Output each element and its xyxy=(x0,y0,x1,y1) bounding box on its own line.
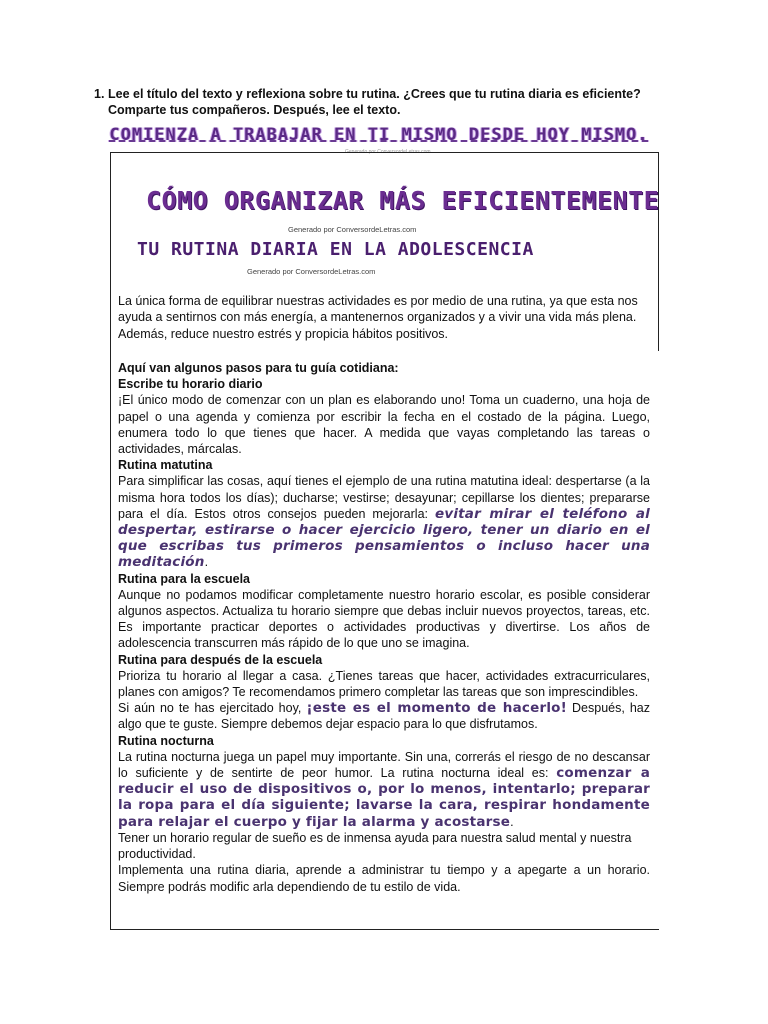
despues-text-end: Después, haz algo que te guste. Siempre debemos dejar espacio para lo que disfrutamos. xyxy=(118,701,650,732)
nocturna-end: . xyxy=(510,814,514,829)
nocturna-emphasis: comenzar a reducir el uso de dispositivos o, por lo menos, intentarlo; preparar la ropa para el día siguiente; lavarse la cara, respirar hondamente para relajar el cuerpo y fijar la alarma y acostarse xyxy=(118,765,651,830)
section-text-horario: ¡El único modo de comenzar con un plan es elaborando uno! Toma un cuaderno, una hoja de papel o una agenda y comienza por escribir la fecha en el costado de la página. Luego, enumera todo lo que tienes que hacer. A medida que vayas completando las tareas o actividades, márcalas. xyxy=(118,393,650,457)
matutina-end: . xyxy=(204,555,209,570)
despues-emphasis: ¡este es el momento de hacerlo! xyxy=(306,700,568,717)
section-text-despues-2 xyxy=(118,700,650,732)
section-text-matutina xyxy=(118,473,650,570)
frame-right-border xyxy=(658,153,659,351)
despues-text-start: Si aún no te has ejercitado hoy, xyxy=(118,701,307,716)
section-heading-horario: Escribe tu horario diario xyxy=(118,377,263,392)
article-body xyxy=(118,360,650,895)
nocturna-text: La rutina nocturna juega un papel muy importante. Sin una, correrás el riesgo de no descansar lo suficiente y de sentirte de peor humor. La rutina nocturna ideal es: xyxy=(118,749,650,781)
article-title-credit: Generado por ConversordeLetras.com xyxy=(288,225,417,234)
steps-heading: Aquí van algunos pasos para tu guía cotidiana: xyxy=(118,361,399,375)
section-heading-escuela: Rutina para la escuela xyxy=(118,571,251,586)
matutina-text: Para simplificar las cosas, aquí tienes el ejemplo de una rutina matutina ideal: despertarse (a la misma hora todos los días); ducharse; vestirse; desayunar; cepillarse los dientes; prepararse para el día. Estos otros consejos pueden mejorarla: xyxy=(118,474,650,521)
instruction-text: Lee el título del texto y reflexiona sobre tu rutina. ¿Crees que tu rutina diaria es eficiente? Comparte tus compañeros. Después, lee el texto. xyxy=(108,87,641,117)
article-title: CÓMO ORGANIZAR MÁS EFICIENTEMENTE xyxy=(146,186,660,215)
section-heading-matutina: Rutina matutina xyxy=(118,458,213,473)
intro-paragraph: La única forma de equilibrar nuestras actividades es por medio de una rutina, ya que esta nos ayuda a sentirnos con más energía, a mantenernos organizados y a vivir una vida más plena. Además, reduce nuestro estrés y propicia hábitos positivos. xyxy=(118,294,638,341)
section-text-nocturna-2: Tener un horario regular de sueño es de inmensa ayuda para nuestra salud mental y nuestra productividad. xyxy=(118,830,632,862)
section-heading-despues: Rutina para después de la escuela xyxy=(118,652,323,667)
matutina-emphasis: evitar mirar el teléfono al despertar, estirarse o hacer ejercicio ligero, tener un diario en el que escribas tus primeros pensamientos o incluso hacer una meditación xyxy=(118,505,650,571)
instruction-number: 1. xyxy=(94,87,105,101)
section-text-escuela: Aunque no podamos modificar completamente nuestro horario escolar, es posible considerar algunos aspectos. Actualiza tu horario siempre que debas incluir nuevos proyectos, tareas, etc. Es importante practicar deportes o actividades productivas y divertirse. Los años de adolescencia transcurren más rápido de lo que uno se imagina. xyxy=(118,587,650,651)
banner-credit: Generado por ConversordeLetras.com xyxy=(345,149,431,155)
closing-paragraph: Implementa una rutina diaria, aprende a administrar tu tiempo y a apegarte a un horario. Siempre podrás modific arla dependiendo de tu estilo de vida. xyxy=(118,863,650,894)
banner-title: COMIENZA A TRABAJAR EN TI MISMO DESDE HOY MISMO. xyxy=(109,125,649,145)
section-heading-nocturna: Rutina nocturna xyxy=(118,733,214,748)
article-subtitle-credit: Generado por ConversordeLetras.com xyxy=(247,267,376,276)
article-subtitle: TU RUTINA DIARIA EN LA ADOLESCENCIA xyxy=(137,239,534,260)
section-text-nocturna xyxy=(118,749,650,830)
section-text-despues: Prioriza tu horario al llegar a casa. ¿Tienes tareas que hacer, actividades extracurriculares, planes con amigos? Te recomendamos primero completar las tareas que son imprescindibles. xyxy=(118,668,650,700)
instruction xyxy=(94,86,654,118)
